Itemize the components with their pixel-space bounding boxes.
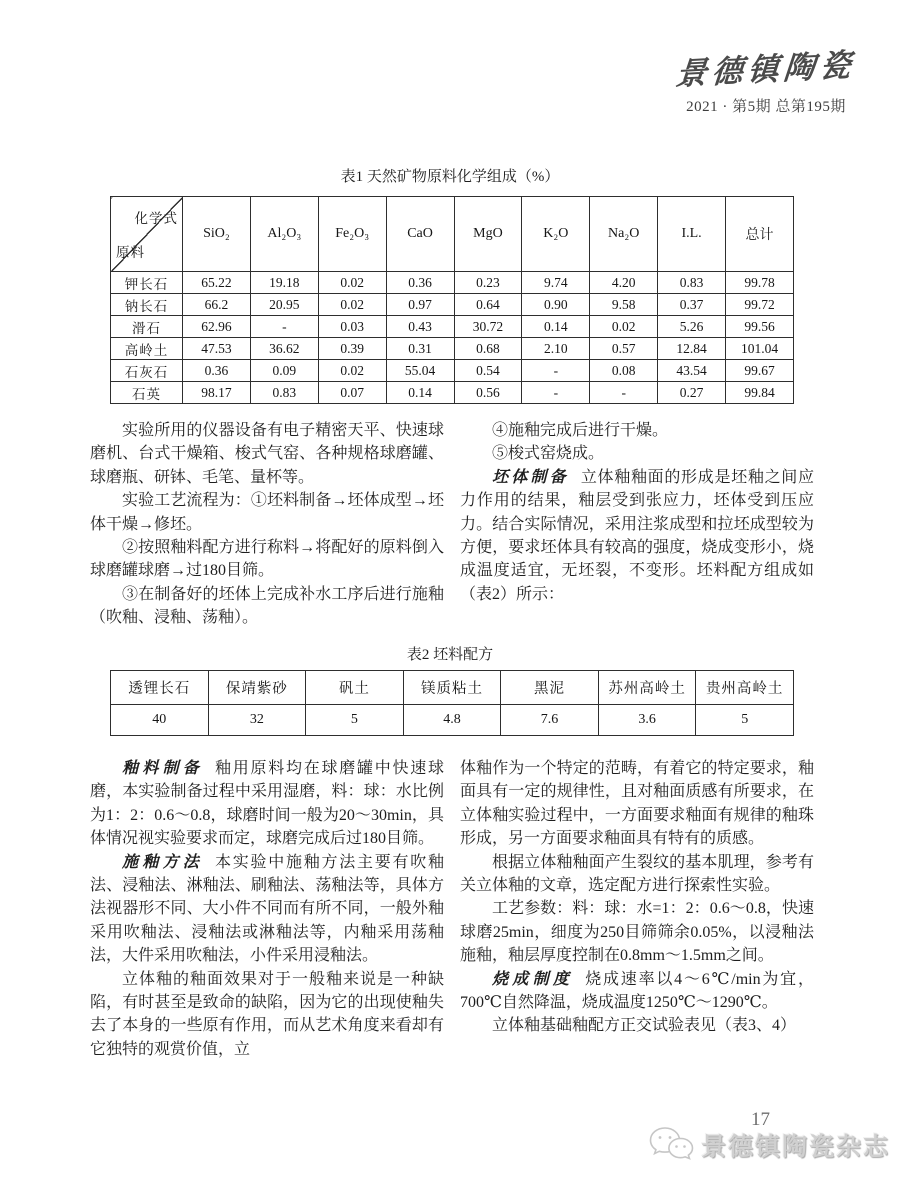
table1-column-header: Al₂O₃	[250, 197, 318, 272]
value-cell: 3.6	[598, 705, 696, 736]
value-cell: 0.57	[590, 338, 658, 360]
paragraph: ④施釉完成后进行干燥。	[492, 422, 669, 439]
value-cell: 0.83	[250, 382, 318, 404]
table2-column-header: 镁质粘土	[403, 671, 501, 705]
value-cell: 0.27	[658, 382, 726, 404]
value-cell: 36.62	[250, 338, 318, 360]
watermark-text: 景德镇陶瓷杂志	[700, 1134, 890, 1161]
value-cell: 0.02	[318, 294, 386, 316]
paragraph: 根据立体釉釉面产生裂纹的基本肌理，参考有关立体釉的文章，选定配方进行探索性实验。	[460, 853, 814, 895]
table1-column-header: MgO	[454, 197, 522, 272]
table1-header-row	[111, 197, 794, 272]
paragraph-lead: 烧成制度	[492, 970, 574, 988]
value-cell: 65.22	[183, 272, 251, 294]
table1-column-header: Fe₂O₃	[318, 197, 386, 272]
value-cell: 0.31	[386, 338, 454, 360]
table1-column-header: I.L.	[658, 197, 726, 272]
value-cell: 0.83	[658, 272, 726, 294]
value-cell: 0.36	[386, 272, 454, 294]
paragraph: ②按照釉料配方进行称料→将配好的原料倒入球磨罐球磨→过180目筛。	[90, 539, 444, 580]
value-cell: 4.20	[590, 272, 658, 294]
column-left	[90, 757, 444, 1061]
material-name-cell: 石英	[111, 382, 183, 404]
value-cell: -	[250, 316, 318, 338]
paragraph: ③在制备好的坯体上完成补水工序后进行施釉（吹釉、浸釉、荡釉）。	[90, 585, 444, 627]
value-cell: 101.04	[726, 338, 794, 360]
paragraph: 实验所用的仪器设备有电子精密天平、快速球磨机、台式干燥箱、梭式气窑、各种规格球磨罐、球磨瓶、研钵、毛笔、量杯等。	[90, 422, 444, 486]
value-cell: 0.43	[386, 316, 454, 338]
value-cell: 7.6	[501, 705, 599, 736]
value-cell: 5.26	[658, 316, 726, 338]
value-cell: 5	[306, 705, 404, 736]
value-cell: 0.39	[318, 338, 386, 360]
column-right	[460, 419, 814, 630]
journal-logo: 景德镇陶瓷	[674, 47, 858, 92]
table1-title: 表1 天然矿物原料化学组成（%）	[340, 169, 560, 185]
table1-column-header: Na₂O	[590, 197, 658, 272]
value-cell: 12.84	[658, 338, 726, 360]
value-cell: 99.78	[726, 272, 794, 294]
paragraph: 施釉方法 本实验中施釉方法主要有吹釉法、浸釉法、淋釉法、刷釉法、荡釉法等，具体方法视器形不同、大小件不同而有所不同，一般外釉采用吹釉法、浸釉法或淋釉法等，内釉采用荡釉法，大件采用吹釉法，小件采用浸釉法。	[90, 853, 444, 965]
value-cell: 55.04	[386, 360, 454, 382]
material-name-cell: 石灰石	[111, 360, 183, 382]
value-cell: 32	[208, 705, 306, 736]
value-cell: 0.02	[590, 316, 658, 338]
body-section-2	[90, 757, 814, 1061]
value-cell: 0.56	[454, 382, 522, 404]
table2-column-header: 矾土	[306, 671, 404, 705]
table1-column-header: 总计	[726, 197, 794, 272]
table-row	[111, 338, 794, 360]
table2-column-header: 贵州高岭土	[696, 671, 794, 705]
table-row	[111, 294, 794, 316]
value-cell: 66.2	[183, 294, 251, 316]
paragraph: 立体釉基础釉配方正交试验表见（表3、4）	[492, 1017, 797, 1035]
table-row	[111, 705, 794, 736]
value-cell: 4.8	[403, 705, 501, 736]
value-cell: 43.54	[658, 360, 726, 382]
table-row	[111, 272, 794, 294]
value-cell: 0.36	[183, 360, 251, 382]
table1-chemical-composition	[110, 196, 794, 404]
value-cell: 99.67	[726, 360, 794, 382]
value-cell: 0.03	[318, 316, 386, 338]
paragraph: 实验工艺流程为：①坯料制备→坯体成型→坯体干燥→修坯。	[90, 492, 444, 533]
value-cell: 0.54	[454, 360, 522, 382]
table2-column-header: 保靖紫砂	[208, 671, 306, 705]
table1-column-header: K₂O	[522, 197, 590, 272]
table-row	[111, 316, 794, 338]
value-cell: 20.95	[250, 294, 318, 316]
value-cell: 9.74	[522, 272, 590, 294]
paragraph: 釉料制备 釉用原料均在球磨罐中快速球磨，本实验制备过程中采用湿磨，料：球：水比例为1：2：0.6～0.8，球磨时间一般为20～30min，具体情况视实验要求而定，球磨完成后过180目筛。	[90, 760, 444, 848]
table-row	[111, 382, 794, 404]
value-cell: 2.10	[522, 338, 590, 360]
value-cell: 0.14	[522, 316, 590, 338]
value-cell: 0.23	[454, 272, 522, 294]
paragraph-lead: 坯体制备	[492, 468, 569, 486]
value-cell: 0.07	[318, 382, 386, 404]
value-cell: 0.02	[318, 272, 386, 294]
material-name-cell: 钠长石	[111, 294, 183, 316]
value-cell: 47.53	[183, 338, 251, 360]
value-cell: 19.18	[250, 272, 318, 294]
value-cell: 0.64	[454, 294, 522, 316]
paragraph: 烧成制度 烧成速率以4～6℃/min为宜，700℃自然降温，烧成温度1250℃～1290℃。	[460, 970, 814, 1012]
material-name-cell: 滑石	[111, 316, 183, 338]
value-cell: 30.72	[454, 316, 522, 338]
value-cell: 0.90	[522, 294, 590, 316]
table-row	[111, 360, 794, 382]
value-cell: 99.72	[726, 294, 794, 316]
table1-corner-cell	[111, 197, 183, 272]
value-cell: -	[522, 382, 590, 404]
value-cell: 0.09	[250, 360, 318, 382]
value-cell: -	[522, 360, 590, 382]
value-cell: 0.08	[590, 360, 658, 382]
corner-label-chemical: 化学式	[134, 211, 178, 226]
material-name-cell: 钾长石	[111, 272, 183, 294]
value-cell: 0.97	[386, 294, 454, 316]
body-section-1	[90, 419, 814, 630]
table2-body-recipe	[110, 670, 794, 736]
value-cell: 0.02	[318, 360, 386, 382]
table2-column-header: 透锂长石	[111, 671, 209, 705]
paragraph-lead: 施釉方法	[122, 853, 203, 871]
table2-header-row	[111, 671, 794, 705]
value-cell: 0.37	[658, 294, 726, 316]
masthead	[676, 44, 856, 116]
paragraph: 体釉作为一个特定的范畴，有着它的特定要求，釉面具有一定的规律性，且对釉面质感有所要求，在立体釉实验过程中，一方面要求釉面有规律的釉珠形成，另一方面要求釉面具有特有的质感。	[460, 760, 814, 848]
paragraph: 立体釉的釉面效果对于一般釉来说是一种缺陷，有时甚至是致命的缺陷，因为它的出现使釉失去了本身的一些原有作用，而从艺术角度来看却有它独特的观赏价值，立	[90, 970, 444, 1058]
column-right	[460, 757, 814, 1061]
paragraph: 工艺参数：料：球：水=1：2：0.6～0.8，快速球磨25min，细度为250目筛筛余0.05%，以浸釉法施釉，釉层厚度控制在0.8mm～1.5mm之间。	[460, 900, 814, 965]
value-cell: -	[590, 382, 658, 404]
value-cell: 99.56	[726, 316, 794, 338]
value-cell: 0.68	[454, 338, 522, 360]
page-number: 17	[750, 1109, 770, 1130]
page-footer	[647, 1109, 890, 1170]
table1-column-header: CaO	[386, 197, 454, 272]
value-cell: 40	[111, 705, 209, 736]
value-cell: 98.17	[183, 382, 251, 404]
table2-column-header: 黑泥	[501, 671, 599, 705]
value-cell: 9.58	[590, 294, 658, 316]
material-name-cell: 高岭土	[111, 338, 183, 360]
value-cell: 99.84	[726, 382, 794, 404]
paragraph: 坯体制备 立体釉釉面的形成是坯釉之间应力作用的结果，釉层受到张应力，坯体受到压应力。结合实际情况，采用注浆成型和拉坯成型较为方便，要求坯体具有较高的强度，烧成变形小，烧成温度适宜，无坯裂，不变形。坯料配方组成如（表2）所示：	[460, 468, 814, 603]
paragraph: ⑤梭式窑烧成。	[492, 445, 605, 463]
value-cell: 5	[696, 705, 794, 736]
table2-title: 表2 坯料配方	[406, 647, 494, 663]
value-cell: 62.96	[183, 316, 251, 338]
table2-column-header: 苏州高岭土	[598, 671, 696, 705]
wechat-icon	[647, 1124, 695, 1166]
value-cell: 0.14	[386, 382, 454, 404]
table1-column-header: SiO₂	[183, 197, 251, 272]
column-left	[90, 419, 444, 630]
paragraph-lead: 釉料制备	[122, 760, 203, 777]
corner-label-material: 原料	[116, 245, 145, 260]
issue-line: 2021 · 第5期 总第195期	[686, 99, 846, 115]
